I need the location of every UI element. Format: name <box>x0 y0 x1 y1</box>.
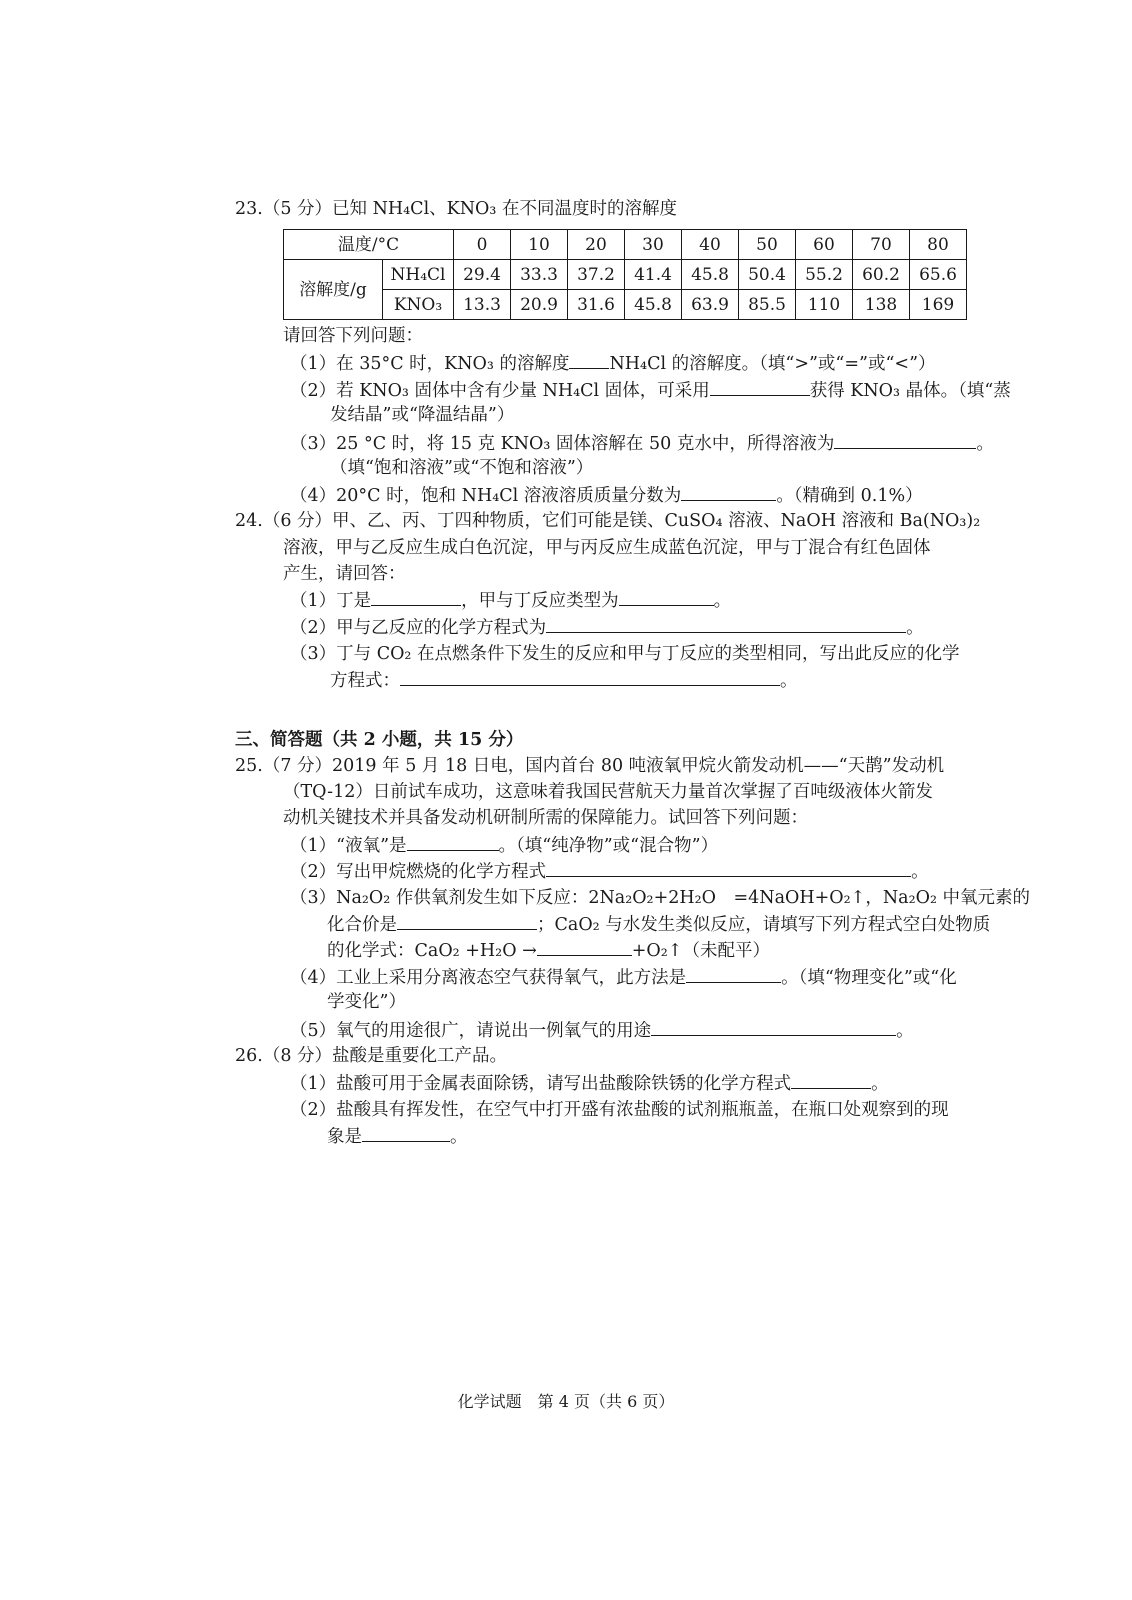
q23-p3-text-end: 。 <box>976 434 994 454</box>
q25-part4 <box>290 964 957 991</box>
table-cell: 110 <box>796 290 853 320</box>
q24-line1: 24.（6 分）甲、乙、丙、丁四种物质，它们可能是镁、CuSO₄ 溶液、NaOH 溶液和 Ba(NO₃)₂ <box>235 511 981 531</box>
q24-p3-text-end: 。 <box>780 671 798 691</box>
answer-blank[interactable] <box>371 587 461 606</box>
table-cell: 45.8 <box>625 290 682 320</box>
q23-title: 23.（5 分）已知 NH₄Cl、KNO₃ 在不同温度时的溶解度 <box>235 199 677 219</box>
q25-p3-text2: 的化学式：CaO₂ +H₂O → <box>327 941 537 961</box>
q26-part2-cont <box>327 1123 468 1150</box>
q24-p2-text-end: 。 <box>906 618 924 638</box>
q26-p1-text: （1）盐酸可用于金属表面除锈，请写出盐酸除铁锈的化学方程式 <box>290 1074 792 1094</box>
q24-p2-text: （2）甲与乙反应的化学方程式为 <box>290 618 547 638</box>
solubility-table <box>283 229 967 320</box>
table-cell: 29.4 <box>454 260 511 290</box>
table-cell: 63.9 <box>682 290 739 320</box>
temp-cell: 20 <box>568 230 625 260</box>
table-cell: 31.6 <box>568 290 625 320</box>
answer-blank[interactable] <box>791 1070 871 1089</box>
q26-line1: 26.（8 分）盐酸是重要化工产品。 <box>235 1046 508 1066</box>
table-cell: 20.9 <box>511 290 568 320</box>
answer-blank[interactable] <box>651 1017 896 1036</box>
answer-blank[interactable] <box>407 832 499 851</box>
answer-blank[interactable] <box>400 667 780 686</box>
answer-blank[interactable] <box>710 377 810 396</box>
q25-p2-text-end: 。 <box>911 862 929 882</box>
table-cell: 50.4 <box>739 260 796 290</box>
table-cell: 45.8 <box>682 260 739 290</box>
q23-part2 <box>290 377 1011 404</box>
q23-part3 <box>290 430 994 457</box>
q25-p5-text: （5）氧气的用途很广，请说出一例氧气的用途 <box>290 1021 652 1041</box>
table-cell: 169 <box>910 290 967 320</box>
q23-p4-text-end: 。（精确到 0.1%） <box>776 486 923 506</box>
temp-header: 温度/°C <box>284 230 454 260</box>
q26-part2: （2）盐酸具有挥发性，在空气中打开盛有浓盐酸的试剂瓶瓶盖，在瓶口处观察到的现 <box>290 1100 949 1120</box>
q25-part1 <box>290 832 718 859</box>
table-cell: 55.2 <box>796 260 853 290</box>
q23-part4 <box>290 482 923 509</box>
q25-p4-text: （4）工业上采用分离液态空气获得氧气，此方法是 <box>290 968 687 988</box>
temp-cell: 60 <box>796 230 853 260</box>
q24-part3-cont <box>330 667 798 694</box>
table-cell: 41.4 <box>625 260 682 290</box>
temp-cell: 70 <box>853 230 910 260</box>
q25-line3: 动机关键技术并具备发动机研制所需的保障能力。试回答下列问题： <box>283 808 808 828</box>
row-label-kno3: KNO₃ <box>383 290 454 320</box>
q24-p1-text-end: 。 <box>713 591 732 611</box>
temp-cell: 0 <box>454 230 511 260</box>
temp-cell: 30 <box>625 230 682 260</box>
q26-p1-text-end: 。 <box>871 1074 889 1094</box>
q23-part2-cont: 发结晶”或“降温结晶”） <box>330 405 515 425</box>
q24-line3: 产生，请回答： <box>283 564 406 584</box>
table-cell: 37.2 <box>568 260 625 290</box>
table-cell: 65.6 <box>910 260 967 290</box>
q25-part2 <box>290 858 929 885</box>
row-label-nh4cl: NH₄Cl <box>383 260 454 290</box>
q25-p3-text: 化合价是 <box>327 915 397 935</box>
q25-part3: （3）Na₂O₂ 作供氧剂发生如下反应：2Na₂O₂+2H₂O =4NaOH+O₂↑，Na₂O₂ 中氧元素的 <box>290 888 1031 908</box>
answer-blank[interactable] <box>569 350 609 369</box>
q25-line2: （TQ-12）日前试车成功，这意味着我国民营航天力量首次掌握了百吨级液体火箭发 <box>283 782 933 802</box>
temp-cell: 10 <box>511 230 568 260</box>
q25-part3-cont <box>327 911 990 938</box>
q26-p2-text: 象是 <box>327 1127 362 1147</box>
table-cell: 60.2 <box>853 260 910 290</box>
q23-p4-text: （4）20°C 时，饱和 NH₄Cl 溶液溶质质量分数为 <box>290 486 682 506</box>
section-heading: 三、简答题（共 2 小题，共 15 分） <box>235 730 524 750</box>
answer-blank[interactable] <box>362 1123 450 1142</box>
q25-part5 <box>290 1017 914 1044</box>
answer-blank[interactable] <box>834 430 976 449</box>
temp-cell: 50 <box>739 230 796 260</box>
table-cell: 13.3 <box>454 290 511 320</box>
table-cell: 85.5 <box>739 290 796 320</box>
q24-part3: （3）丁与 CO₂ 在点燃条件下发生的反应和甲与丁反应的类型相同，写出此反应的化学 <box>290 644 960 664</box>
answer-blank[interactable] <box>686 964 781 983</box>
q26-p2-text-end: 。 <box>450 1127 468 1147</box>
q23-p2-text-end: 获得 KNO₃ 晶体。（填“蒸 <box>809 381 1011 401</box>
q23-part1 <box>290 350 936 377</box>
q23-p3-text: （3）25 °C 时，将 15 克 KNO₃ 固体溶解在 50 克水中，所得溶液为 <box>290 434 835 454</box>
answer-blank[interactable] <box>546 614 906 633</box>
q24-p1-text: （1）丁是 <box>290 591 372 611</box>
q23-intro: 请回答下列问题： <box>283 326 423 346</box>
q23-p1-text-end: NH₄Cl 的溶解度。（填“>”或“=”或“<”） <box>609 354 936 374</box>
q25-p2-text: （2）写出甲烷燃烧的化学方程式 <box>290 862 547 882</box>
answer-blank[interactable] <box>397 911 537 930</box>
q26-part1 <box>290 1070 889 1097</box>
q25-line1: 25.（7 分）2019 年 5 月 18 日电，国内首台 80 吨液氧甲烷火箭发动机——“天鹊”发动机 <box>235 756 945 776</box>
q23-p1-text: （1）在 35°C 时，KNO₃ 的溶解度 <box>290 354 570 374</box>
q24-part1 <box>290 587 731 614</box>
q25-p3-text2-end: +O₂↑（未配平） <box>631 941 770 961</box>
q23-p2-text: （2）若 KNO₃ 固体中含有少量 NH₄Cl 固体，可采用 <box>290 381 710 401</box>
temp-cell: 40 <box>682 230 739 260</box>
table-cell: 33.3 <box>511 260 568 290</box>
table-cell: 138 <box>853 290 910 320</box>
q24-p3-text: 方程式： <box>330 671 400 691</box>
q25-p3-text-mid: ；CaO₂ 与水发生类似反应，请填写下列方程式空白处物质 <box>537 915 991 935</box>
q25-p1-text-end: 。（填“纯净物”或“混合物”） <box>498 836 719 856</box>
q24-part2 <box>290 614 924 641</box>
q25-p1-text: （1）“液氧”是 <box>290 836 407 856</box>
q24-p1-text-mid: ，甲与丁反应类型为 <box>461 591 619 611</box>
temp-cell: 80 <box>910 230 967 260</box>
q24-line2: 溶液，甲与乙反应生成白色沉淀，甲与丙反应生成蓝色沉淀，甲与丁混合有红色固体 <box>283 538 931 558</box>
answer-blank[interactable] <box>546 858 911 877</box>
answer-blank[interactable] <box>681 482 776 501</box>
page-footer: 化学试题 第 4 页（共 6 页） <box>457 1392 675 1411</box>
answer-blank[interactable] <box>537 937 632 956</box>
solubility-label: 溶解度/g <box>284 260 383 320</box>
q23-part3-cont: （填“饱和溶液”或“不饱和溶液”） <box>330 458 594 478</box>
q25-part4-cont: 学变化”） <box>327 992 406 1012</box>
q25-p5-text-end: 。 <box>896 1021 914 1041</box>
q25-p4-text-end: 。（填“物理变化”或“化 <box>781 968 957 988</box>
q25-part3-cont2 <box>327 937 770 964</box>
answer-blank[interactable] <box>619 587 714 606</box>
